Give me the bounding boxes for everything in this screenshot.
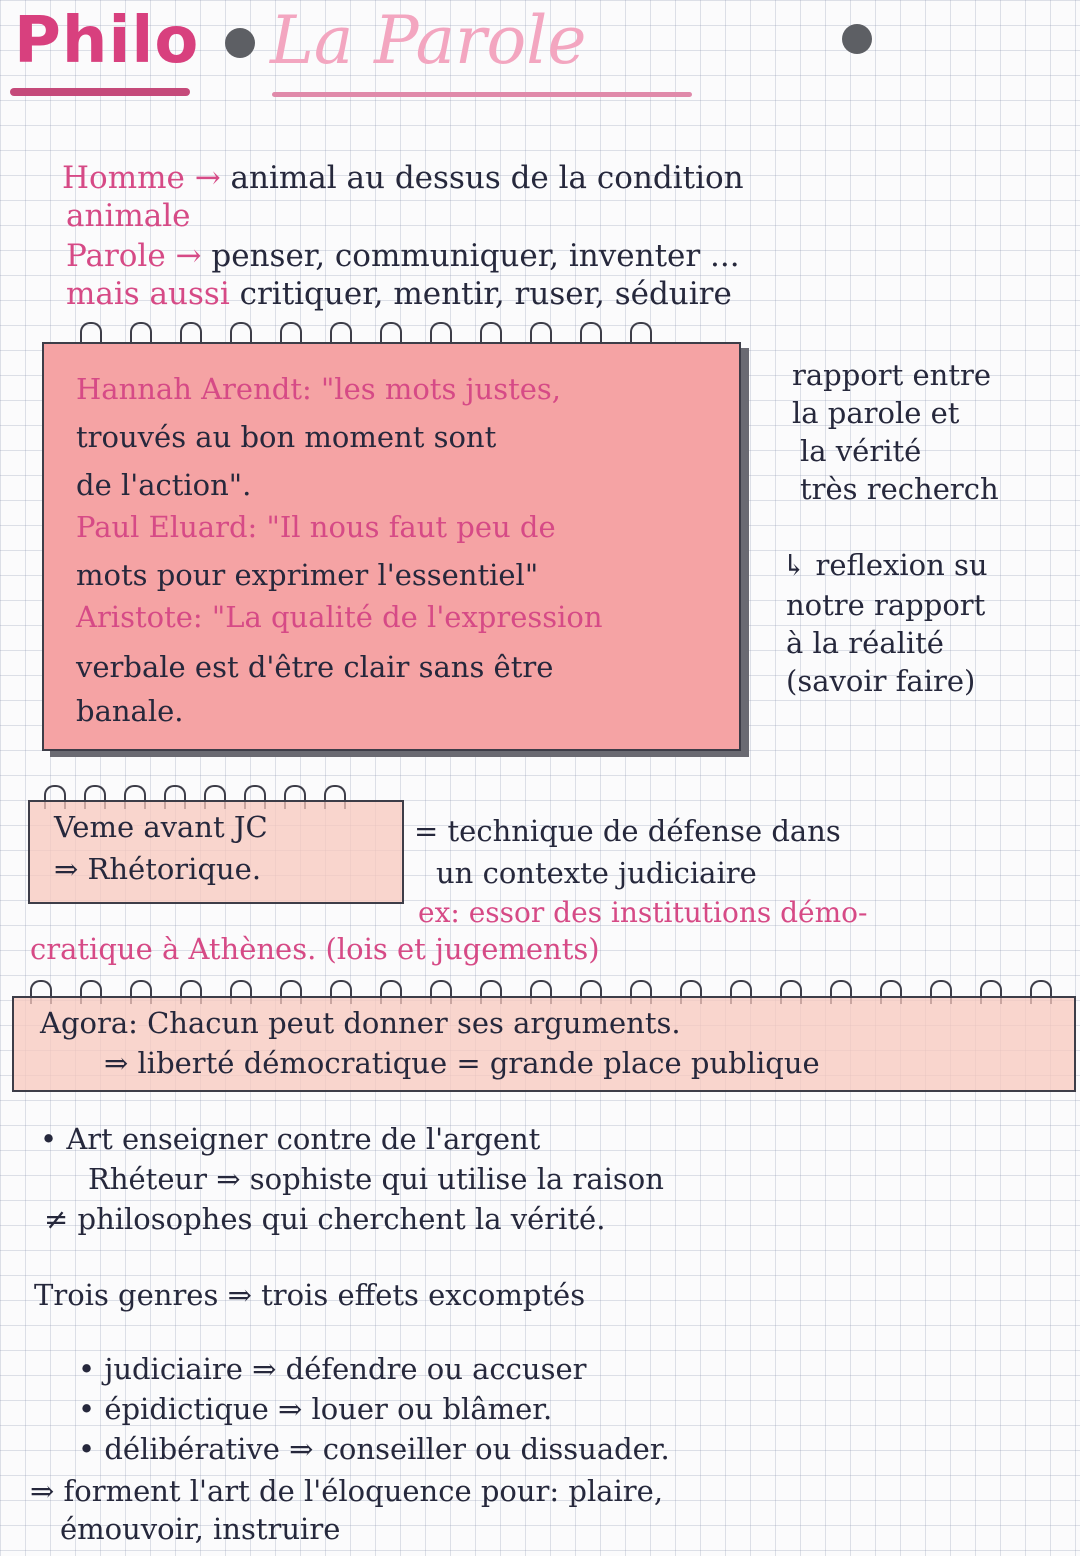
rhetoric-example-2: cratique à Athènes. (lois et jugements) [30,932,600,966]
genres-conclusion-2: émouvoir, instruire [60,1512,341,1546]
side-note-4: très recherch [800,472,999,506]
side-note-8: (savoir faire) [786,664,976,698]
homme-word: Homme → [62,160,231,196]
subject-title: Philo [14,4,200,78]
genre-item-2: • épidictique ⇒ louer ou blâmer. [78,1392,553,1426]
rhetoric-example-1: ex: essor des institutions démo- [418,896,868,929]
quotes-card [42,342,741,751]
parole-word: Parole → [66,238,202,274]
agora-line-2: ⇒ liberté démocratique = grande place publique [104,1046,820,1080]
rhetoric-box-line-1: Veme avant JC [54,810,268,844]
quote-line-3: de l'action". [76,468,252,502]
quote-line-8: banale. [76,694,184,728]
side-note-2: la parole et [792,396,960,430]
intro-line-4-rest: critiquer, mentir, ruser, séduire [239,276,732,312]
quote-line-4: Paul Eluard: "Il nous faut peu de [76,510,556,544]
topic-title: La Parole [270,2,587,79]
quote-line-6: Aristote: "La qualité de l'expression [76,600,603,634]
intro-line-3-rest: penser, communiquer, inventer ... [211,238,740,274]
mais-aussi-word: mais aussi [66,276,230,312]
genres-conclusion-1: ⇒ forment l'art de l'éloquence pour: plaire, [30,1474,664,1508]
quote-line-1: Hannah Arendt: "les mots justes, [76,372,562,406]
quote-line-5: mots pour exprimer l'essentiel" [76,558,539,592]
art-line-2: Rhéteur ⇒ sophiste qui utilise la raison [88,1162,664,1196]
intro-line-4 [66,276,732,312]
rhetoric-definition-2: un contexte judiciaire [436,856,757,890]
binder-hole-left [225,28,255,58]
topic-underline [272,92,692,97]
art-line-3: ≠ philosophes qui cherchent la vérité. [44,1202,606,1236]
rhetoric-definition-1: = technique de défense dans [414,814,841,848]
intro-line-1 [62,160,744,196]
side-note-1: rapport entre [792,358,991,392]
agora-line-1: Agora: Chacun peut donner ses arguments. [40,1006,681,1040]
binder-hole-right [842,24,872,54]
genres-heading: Trois genres ⇒ trois effets excomptés [34,1278,586,1312]
side-note-5: ↳ reflexion su [782,548,988,582]
side-note-6: notre rapport [786,588,986,622]
side-note-3: la vérité [800,434,922,468]
quote-line-7: verbale est d'être clair sans être [76,650,554,684]
quote-line-2: trouvés au bon moment sont [76,420,497,454]
art-line-1: • Art enseigner contre de l'argent [40,1122,541,1156]
rhetoric-box-line-2: ⇒ Rhétorique. [54,852,262,886]
intro-line-3 [66,238,740,274]
subject-underline [10,88,190,96]
genre-item-1: • judiciaire ⇒ défendre ou accuser [78,1352,587,1386]
intro-line-1-rest: animal au dessus de la condition [230,160,744,196]
intro-line-2: animale [66,198,191,234]
genre-item-3: • délibérative ⇒ conseiller ou dissuader. [78,1432,670,1466]
side-note-7: à la réalité [786,626,944,660]
